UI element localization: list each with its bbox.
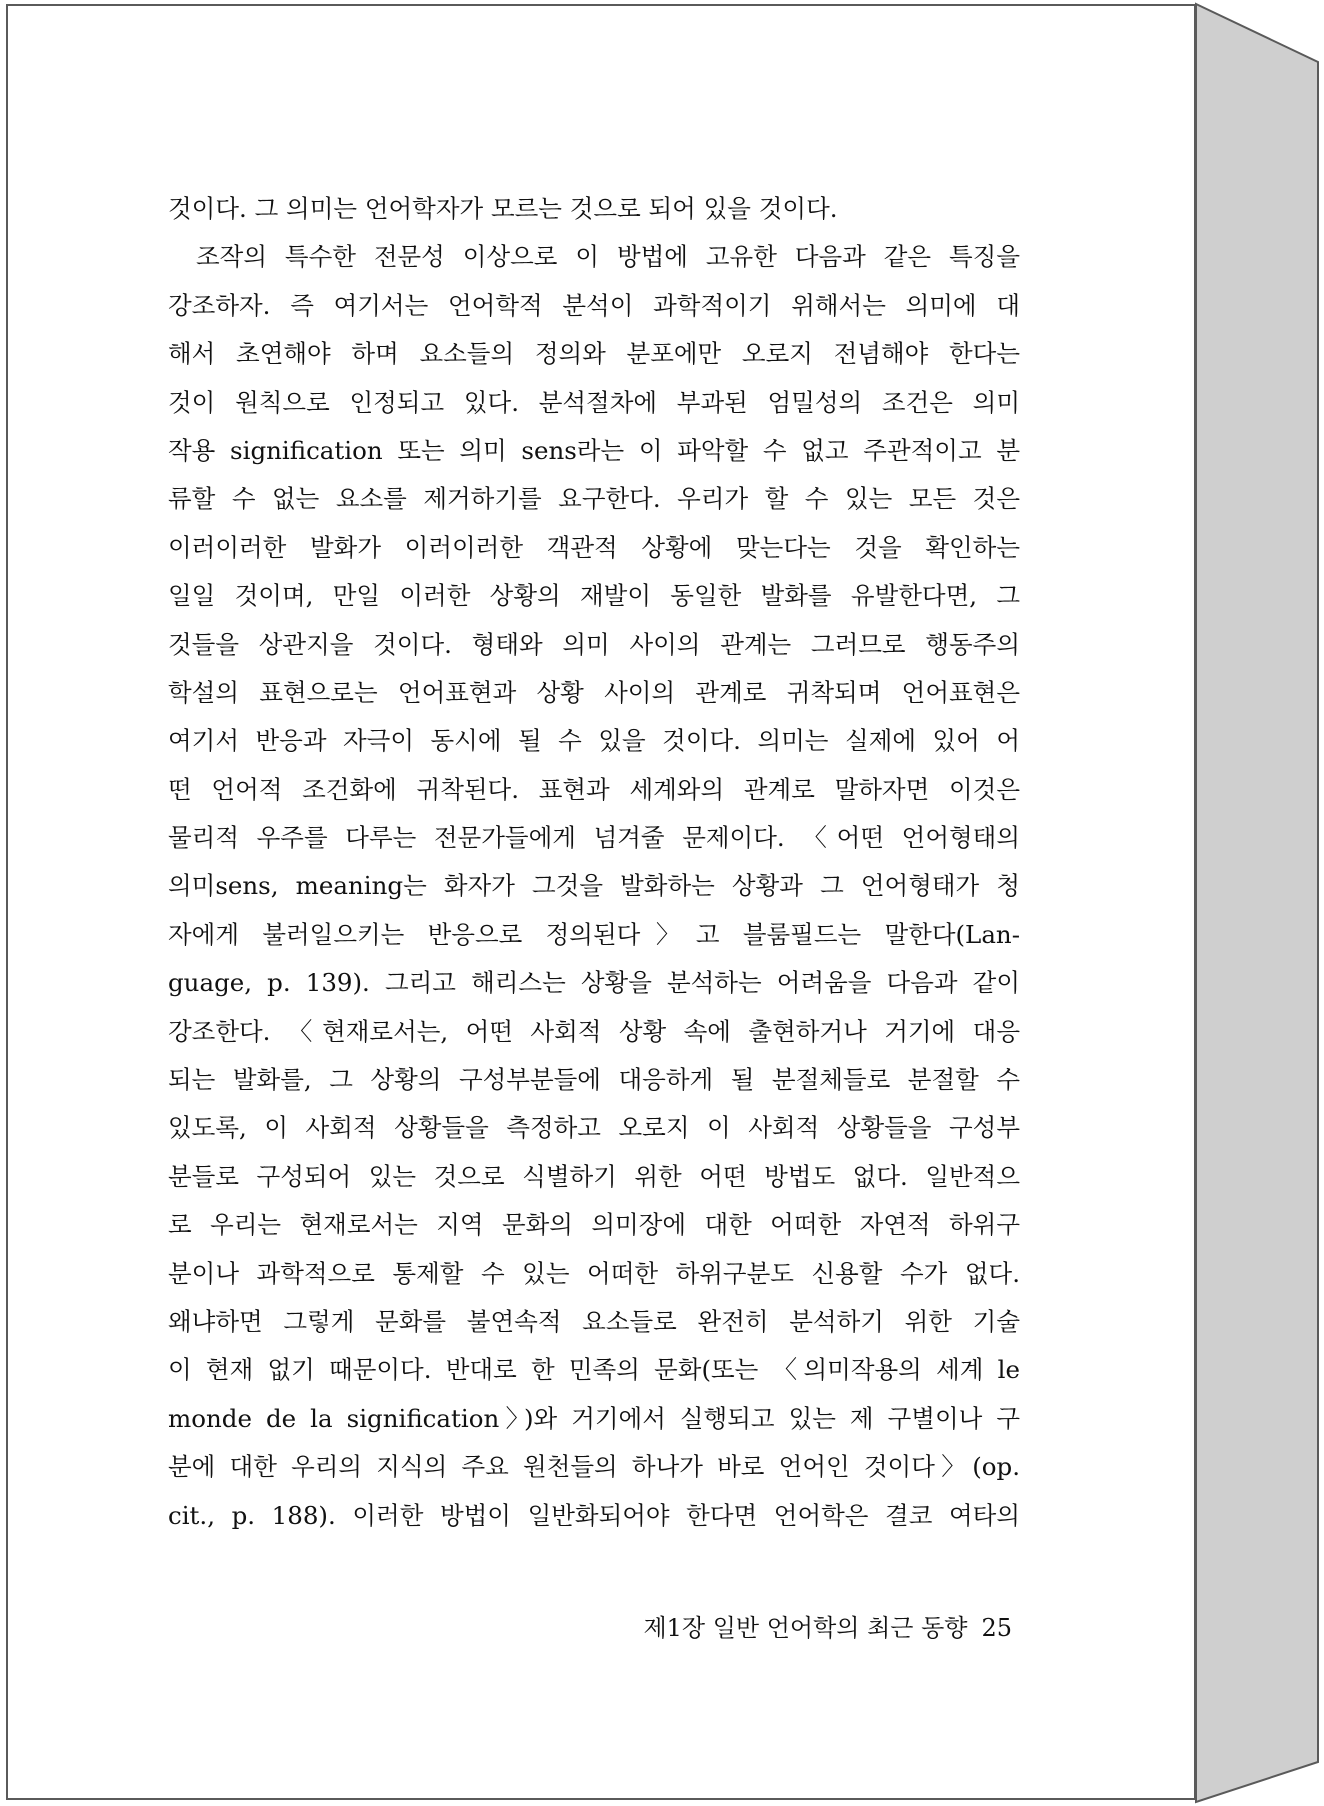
text-line: guage, p. 139). 그리고 해리스는 상황을 분석하는 어려움을 다음과 같이	[168, 968, 1020, 998]
book-page-stack	[1196, 4, 1318, 1802]
text-line: 분들로 구성되어 있는 것으로 식별하기 위한 어떤 방법도 없다. 일반적으	[168, 1161, 1020, 1191]
text-line: monde de la signification〉)와 거기에서 실행되고 있는 제 구별이나 구	[168, 1403, 1020, 1433]
text-line: 떤 언어적 조건화에 귀착된다. 표현과 세계와의 관계로 말하자면 이것은	[168, 774, 1020, 804]
text-line: 의미sens, meaning는 화자가 그것을 발화하는 상황과 그 언어형태가 청	[168, 871, 1020, 901]
text-line: 작용 signification 또는 의미 sens라는 이 파악할 수 없고 주관적이고 분	[168, 435, 1020, 465]
text-line: 것이다. 그 의미는 언어학자가 모르는 것으로 되어 있을 것이다.	[168, 194, 838, 223]
text-line: 분에 대한 우리의 지식의 주요 원천들의 하나가 바로 언어인 것이다〉(op.	[168, 1452, 1020, 1482]
text-line: 강조한다. 〈현재로서는, 어떤 사회적 상황 속에 출현하거나 거기에 대응	[168, 1016, 1020, 1046]
text-line: cit., p. 188). 이러한 방법이 일반화되어야 한다면 언어학은 결코 여타의	[168, 1500, 1020, 1530]
text-line: 조작의 특수한 전문성 이상으로 이 방법에 고유한 다음과 같은 특징을	[196, 242, 1020, 272]
text-line: 로 우리는 현재로서는 지역 문화의 의미장에 대한 어떠한 자연적 하위구	[168, 1210, 1020, 1240]
text-line: 분이나 과학적으로 통제할 수 있는 어떠한 하위구분도 신용할 수가 없다.	[168, 1258, 1020, 1288]
text-line: 류할 수 없는 요소를 제거하기를 요구한다. 우리가 할 수 있는 모든 것은	[168, 484, 1020, 514]
running-footer	[560, 1608, 1012, 1643]
text-line: 이 현재 없기 때문이다. 반대로 한 민족의 문화(또는 〈의미작용의 세계 le	[168, 1355, 1020, 1385]
text-line: 이러이러한 발화가 이러이러한 객관적 상황에 맞는다는 것을 확인하는	[168, 532, 1020, 562]
text-line: 여기서 반응과 자극이 동시에 될 수 있을 것이다. 의미는 실제에 있어 어	[168, 726, 1020, 756]
text-line: 강조하자. 즉 여기서는 언어학적 분석이 과학적이기 위해서는 의미에 대	[168, 290, 1020, 320]
text-line: 것이 원칙으로 인정되고 있다. 분석절차에 부과된 엄밀성의 조건은 의미	[168, 387, 1020, 417]
text-line: 일일 것이며, 만일 이러한 상황의 재발이 동일한 발화를 유발한다면, 그	[168, 581, 1020, 611]
text-line: 되는 발화를, 그 상황의 구성부분들에 대응하게 될 분절체들로 분절할 수	[168, 1065, 1020, 1095]
text-line: 학설의 표현으로는 언어표현과 상황 사이의 관계로 귀착되며 언어표현은	[168, 677, 1020, 707]
chapter-title: 제1장 일반 언어학의 최근 동향	[643, 1614, 968, 1642]
page-number: 25	[981, 1614, 1012, 1642]
text-line: 왜냐하면 그렇게 문화를 불연속적 요소들로 완전히 분석하기 위한 기술	[168, 1306, 1020, 1336]
text-line: 물리적 우주를 다루는 전문가들에게 넘겨줄 문제이다. 〈어떤 언어형태의	[168, 823, 1020, 853]
text-line: 해서 초연해야 하며 요소들의 정의와 분포에만 오로지 전념해야 한다는	[168, 339, 1020, 369]
text-line: 것들을 상관지을 것이다. 형태와 의미 사이의 관계는 그러므로 행동주의	[168, 629, 1020, 659]
text-line: 자에게 불러일으키는 반응으로 정의된다〉고 블룸필드는 말한다(Lan-	[168, 919, 1020, 949]
body-text	[168, 185, 1020, 1540]
text-line: 있도록, 이 사회적 상황들을 측정하고 오로지 이 사회적 상황들을 구성부	[168, 1113, 1020, 1143]
